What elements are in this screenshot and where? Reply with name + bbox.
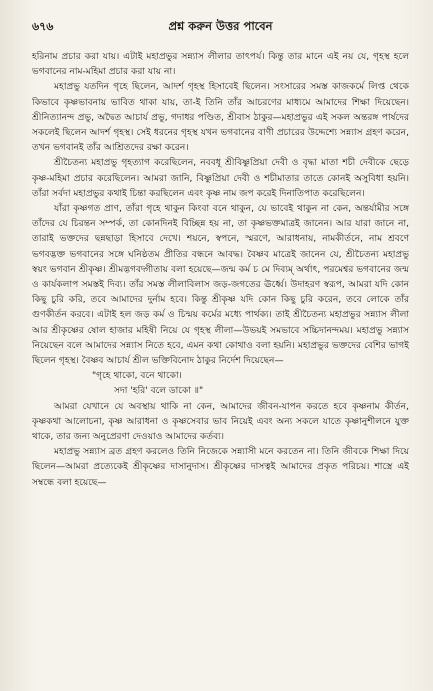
paragraph: যাঁরা কৃষ্ণগত প্রাণ, তাঁরা গৃহে থাকুন কিংবা বনে থাকুন, যে ভাবেই থাকুন না কেন, অন্তর্যামীর সঙ্গে তাঁদের যে চিরন্তন সম্পর্ক, তা কোনদিনই বিচ্ছিন্ন হয় না, তা কৃষ্ণভক্তমাত্রই জানেন। আর যারা জানে না, তারাই ভক্তদের ছন্নছাড়া হিসাবে দেখে। শয়নে, স্বপনে, স্মরণে, আরাধনায়, নামকীর্তনে, নাম শ্রবণে ভগবদ্ভক্ত ভগবানের সঙ্গে ঘনিষ্ঠতম প্রীতির বন্ধনে আবদ্ধ। বৈষ্ণব মাত্রেই জানেন যে, শ্রীচৈতন্য মহাপ্রভু স্বয়ং ভগবান শ্রীকৃষ্ণ। শ্রীমদ্ভগবদ্গীতায় বলা হয়েছে—জন্ম কর্ম চ মে দিব্যম্ অর্থাৎ, পরমেশ্বর ভগবানের জন্ম ও কার্যকলাপ সমস্তই দিব্য। তাঁর সমস্ত লীলাবিলাস জড়-জগতের ঊর্ধ্বে। উদাহরণ স্বরূপ, আমরা যদি কোন কিছু চুরি করি, তবে আমাদের দুর্নাম হবে। কিন্তু শ্রীকৃষ্ণ যদি কোন কিছু চুরি করেন, তবে লোকে তাঁর গুণকীর্তন করবে। এটাই হল জড় কর্ম ও চিন্ময় কর্মের মধ্যে পার্থক্য। তাই শ্রীচৈতন্য মহাপ্রভুর সন্ন্যাস লীলা আর শ্রীকৃষ্ণের ষোল হাজার মহিষী নিয়ে যে গৃহস্থ লীলা—উভয়ই সমভাবে সচ্চিদানন্দময়। মহাপ্রভু সন্ন্যাস নিয়েছেন বলে আমাদের সন্ন্যাস নিতে হবে, এমন কথা কোথাও বলা হয়নি। মহাপ্রভুর ভক্তদের বেশির ভাগই ছিলেন গৃহস্থ। বৈষ্ণব আচার্য শ্রীল ভক্তিবিনোদ ঠাকুর নির্দেশ দিয়েছেন— bbox=[32, 204, 409, 367]
page-number: ৬৭৬ bbox=[32, 20, 54, 33]
page-header bbox=[32, 18, 409, 40]
verse-line: "গৃহে থাকো, বনে থাকো। bbox=[92, 371, 182, 382]
running-title: প্রশ্ন করুন উত্তর পাবেন bbox=[168, 19, 273, 33]
paragraph: হরিনাম প্রচার করা যায়। এটাই মহাপ্রভুর সন্ন্যাস লীলার তাৎপর্য। কিন্তু তার মানে এই নয় যে, গৃহস্থ হলে ভগবানের নাম-মহিমা প্রচার করা যায় না। bbox=[32, 52, 409, 78]
paragraph: আমরা যেখানে যে অবস্থায় থাকি না কেন, আমাদের জীবন-যাপন করতে হবে কৃষ্ণনাম কীর্তন, কৃষ্ণকথা আলোচনা, কৃষ্ণ আরাধনা ও কৃষ্ণসেবার ভাব নিয়েই এবং অন্য সকলে যাতে কৃষ্ণানুশীলনে যুক্ত থাকে, তার জন্য অনুপ্রেরণা দেওয়াও আমাদের কর্তব্য। bbox=[32, 401, 409, 443]
paragraph: মহাপ্রভু যতদিন গৃহে ছিলেন, আদর্শ গৃহস্থ হিসাবেই ছিলেন। সংসারের সমস্ত কাজকর্মে লিপ্ত থেকে কিভাবে কৃষ্ণভাবনায় ভাবিত থাকা যায়, তা-ই তিনি তাঁর আচরণের মাধ্যমে আমাদের শিক্ষা দিয়েছেন। শ্রীনিত্যানন্দ প্রভু, অদ্বৈত আচার্য প্রভু, গদাধর পণ্ডিত, শ্রীবাস ঠাকুর—মহাপ্রভুর এই সকল অন্তরঙ্গ পার্ষদের সকলেই ছিলেন আদর্শ গৃহস্থ। সেই ধরনের গৃহস্থ যখন ভগবানের বাণী প্রচারের উদ্দেশ্যে সন্ন্যাস গ্রহণ করেন, তখন ভগবানই তাঁর আশ্রিতদের রক্ষা করেন। bbox=[32, 82, 409, 154]
paragraph: মহাপ্রভু সন্ন্যাস ব্রত গ্রহণ করলেও তিনি নিজেকে সন্ন্যাসী মনে করতেন না। তিনি জীবকে শিক্ষা দিয়ে ছিলেন—আমরা প্রত্যেকেই শ্রীকৃষ্ণের দাসানুদাস। শ্রীকৃষ্ণের দাসত্বই আমাদের প্রকৃত পরিচয়। শাস্ত্রে এই সম্বন্ধে বলা হয়েছে— bbox=[32, 447, 409, 488]
verse-line: সদা 'হরি' বলে ডাকো ॥" bbox=[114, 386, 204, 397]
body-text bbox=[32, 50, 409, 491]
paragraph: শ্রীচৈতন্য মহাপ্রভু গৃহত্যাগ করেছিলেন, নববধূ শ্রীবিষ্ণুপ্রিয়া দেবী ও বৃদ্ধা মাতা শচী দেবীকে ছেড়ে কৃষ্ণ-মহিমা প্রচার করেছিলেন। আমরা জানি, বিষ্ণুপ্রিয়া দেবী ও শচীমাতার তাতে কোনই অসুবিধা হয়নি। তাঁরা সর্বদা মহাপ্রভুর কথাই চিন্তা করছিলেন এবং কৃষ্ণ নাম জপ করেই দিনাতিপাত করেছিলেন। bbox=[32, 158, 409, 199]
